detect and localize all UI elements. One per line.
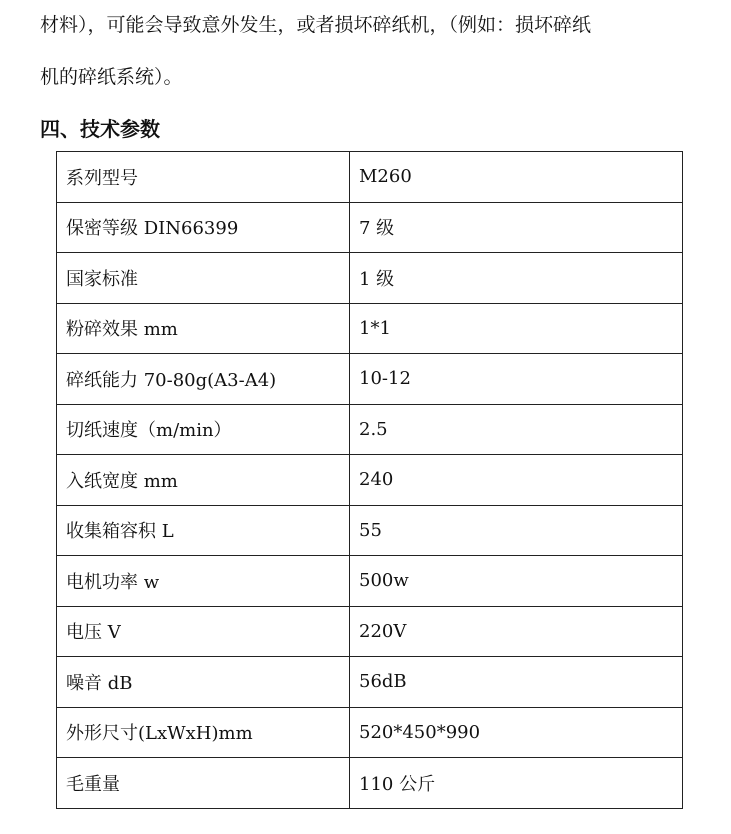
table-row (57, 202, 683, 253)
spec-label: 外形尺寸(LxWxH)mm (57, 707, 350, 758)
table-row (57, 707, 683, 758)
spec-label: 电机功率 w (57, 556, 350, 607)
spec-value: 10-12 (350, 354, 683, 405)
spec-value: 56dB (350, 657, 683, 708)
intro-paragraph-line-2: 机的碎纸系统）。 (40, 66, 183, 88)
table-row (57, 152, 683, 203)
spec-label: 收集箱容积 L (57, 505, 350, 556)
section-title: 四、技术参数 (40, 117, 160, 141)
spec-label: 电压 V (57, 606, 350, 657)
spec-value: 55 (350, 505, 683, 556)
specs-table (56, 151, 683, 809)
spec-value: 520*450*990 (350, 707, 683, 758)
spec-label: 入纸宽度 mm (57, 455, 350, 506)
spec-label: 系列型号 (57, 152, 350, 203)
table-row (57, 354, 683, 405)
spec-label: 切纸速度（m/min） (57, 404, 350, 455)
spec-label: 毛重量 (57, 758, 350, 809)
spec-label: 碎纸能力 70-80g(A3-A4) (57, 354, 350, 405)
spec-value: 500w (350, 556, 683, 607)
spec-value: 1 级 (350, 253, 683, 304)
spec-value: 110 公斤 (350, 758, 683, 809)
table-row (57, 758, 683, 809)
table-row (57, 253, 683, 304)
spec-label: 粉碎效果 mm (57, 303, 350, 354)
spec-label: 噪音 dB (57, 657, 350, 708)
spec-label: 保密等级 DIN66399 (57, 202, 350, 253)
spec-value: 220V (350, 606, 683, 657)
spec-label: 国家标准 (57, 253, 350, 304)
spec-value: 2.5 (350, 404, 683, 455)
table-row (57, 657, 683, 708)
spec-value: 1*1 (350, 303, 683, 354)
intro-paragraph-line-1: 材料），可能会导致意外发生，或者损坏碎纸机，（例如：损坏碎纸 (40, 14, 592, 36)
spec-value: M260 (350, 152, 683, 203)
spec-value: 240 (350, 455, 683, 506)
table-row (57, 556, 683, 607)
spec-value: 7 级 (350, 202, 683, 253)
table-row (57, 404, 683, 455)
table-row (57, 505, 683, 556)
table-row (57, 303, 683, 354)
table-row (57, 455, 683, 506)
table-row (57, 606, 683, 657)
